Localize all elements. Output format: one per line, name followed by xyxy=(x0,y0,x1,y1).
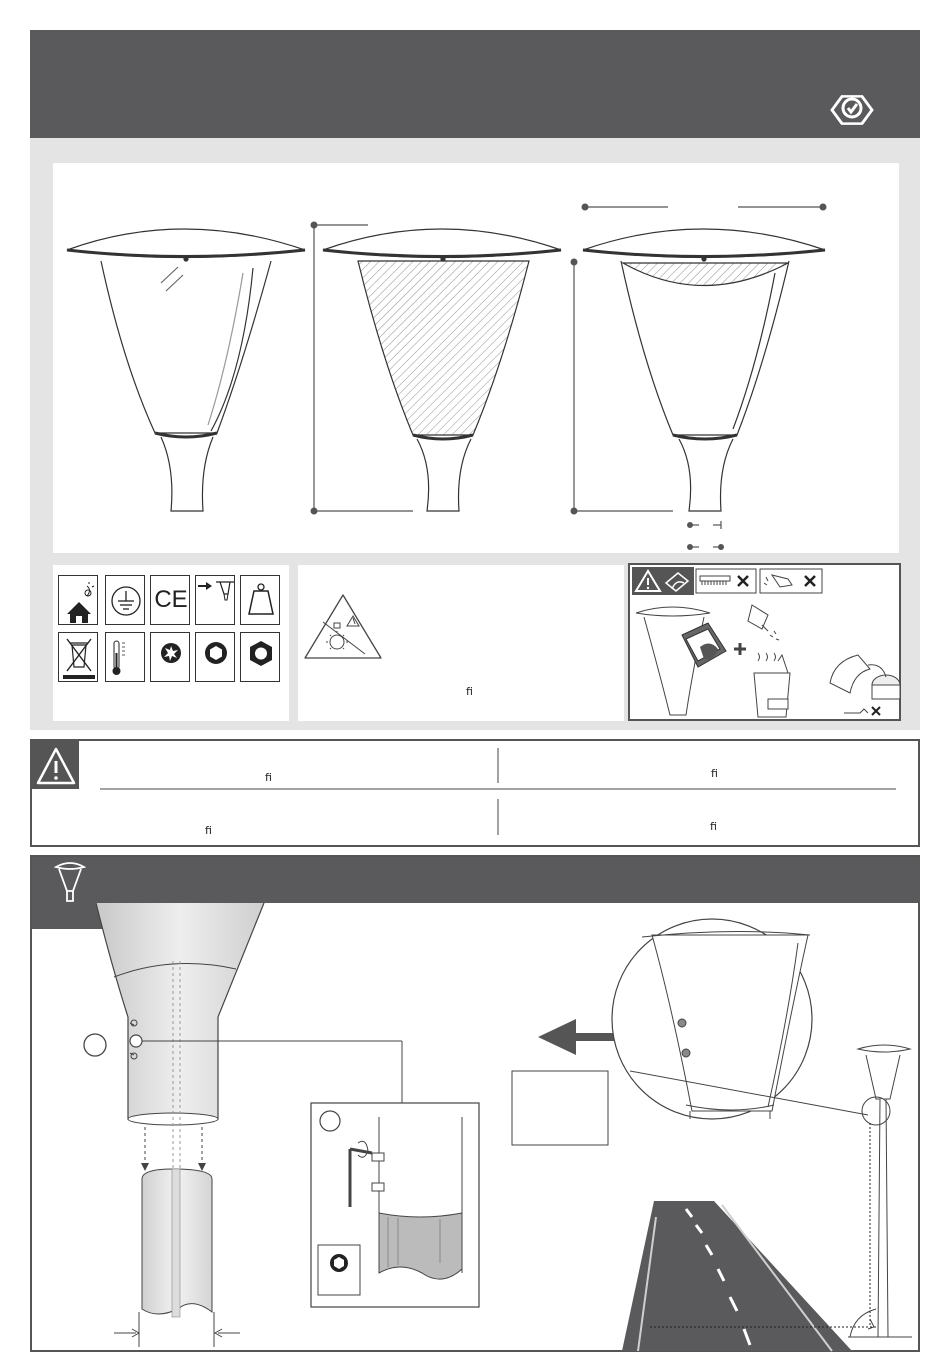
luminaire-drawings xyxy=(53,163,899,553)
warning-icon xyxy=(32,741,922,849)
luminaire-view-side xyxy=(311,222,562,515)
light-direction-icon xyxy=(195,575,235,625)
cleaning-instructions-panel xyxy=(628,563,901,721)
hex-nut-icon xyxy=(240,632,280,682)
luminaire-view-front xyxy=(67,229,305,511)
cleaning-illustration xyxy=(630,565,903,723)
installation-panel xyxy=(30,855,920,1352)
installation-note-panel xyxy=(298,565,624,721)
indoor-use-icon xyxy=(58,575,98,625)
ce-mark-label: CE xyxy=(154,586,188,613)
torx-screw-icon xyxy=(150,632,190,682)
ce-mark-icon xyxy=(150,575,190,625)
warning-panel xyxy=(30,739,920,847)
luminaire-views xyxy=(53,163,899,553)
warning-glyph-4: ﬁ xyxy=(710,820,717,833)
luminaire-view-rear xyxy=(571,201,827,550)
earth-ground-icon xyxy=(105,575,145,625)
symbols-panel xyxy=(53,565,289,721)
note-glyph: ﬁ xyxy=(466,685,473,698)
certification-mark-icon xyxy=(30,30,920,138)
warning-glyph-2: ﬁ xyxy=(711,767,718,780)
weee-disposal-icon xyxy=(58,632,98,682)
weight-icon xyxy=(240,575,280,625)
warning-glyph-1: ﬁ xyxy=(265,771,272,784)
warning-glyph-3: ﬁ xyxy=(205,824,212,837)
header-band xyxy=(30,30,920,138)
installation-diagram xyxy=(32,857,922,1354)
no-direct-light-warning-icon xyxy=(298,565,624,721)
temperature-icon xyxy=(105,632,145,682)
hex-socket-icon xyxy=(195,632,235,682)
